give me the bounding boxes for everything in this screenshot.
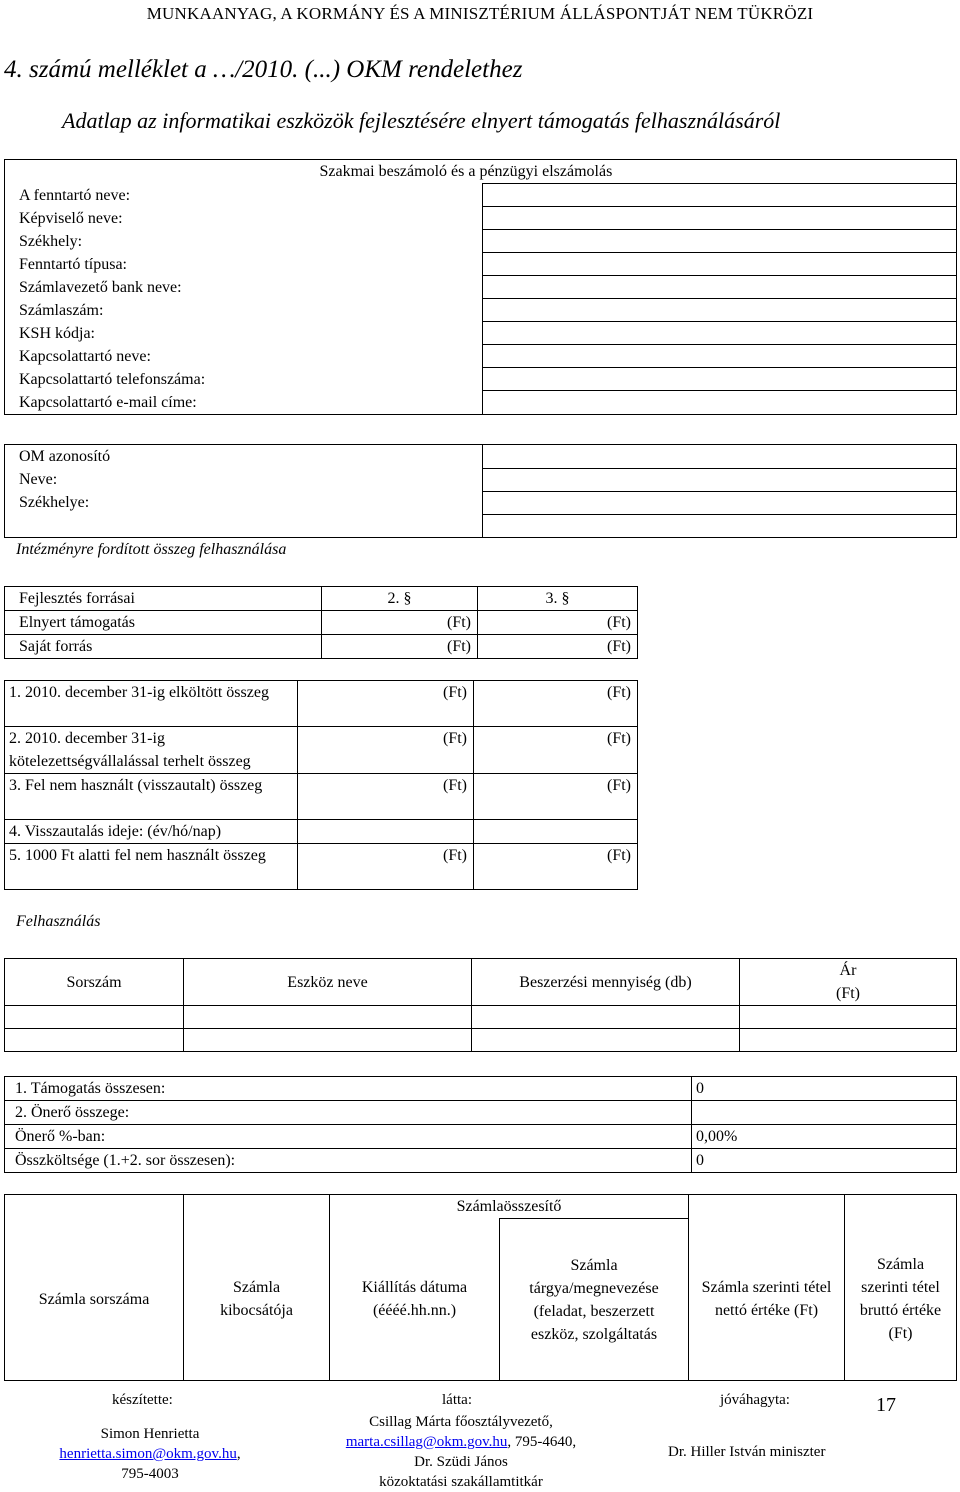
usage-cell[interactable] <box>740 1006 957 1029</box>
spending-row-label: 5. 1000 Ft alatti fel nem használt összeg <box>5 844 298 890</box>
sources-row-label: Saját forrás <box>5 635 322 659</box>
page-number: 17 <box>876 1394 896 1416</box>
usage-header: Beszerzési mennyiség (db) <box>472 959 740 1006</box>
kepviselo-neve-field[interactable] <box>483 207 957 230</box>
spending-table <box>4 680 638 890</box>
sources-cell[interactable]: (Ft) <box>478 635 638 659</box>
spending-cell[interactable]: (Ft) <box>474 727 638 774</box>
totals-value[interactable]: 0,00% <box>692 1125 957 1149</box>
invoice-header: Számla szerinti tétel bruttó értéke (Ft) <box>845 1219 957 1381</box>
sources-header: 3. § <box>478 587 638 611</box>
field-label: KSH kódja: <box>5 322 483 345</box>
usage-cell[interactable] <box>184 1029 472 1052</box>
usage-cell[interactable] <box>472 1006 740 1029</box>
totals-label: Önerő %-ban: <box>5 1125 692 1149</box>
totals-label: Összköltsége (1.+2. sor összesen): <box>5 1149 692 1173</box>
approved-name: Dr. Hiller István miniszter <box>668 1444 826 1460</box>
sources-header: 2. § <box>322 587 478 611</box>
prepared-email-link[interactable]: henrietta.simon@okm.gov.hu <box>59 1446 237 1462</box>
totals-table <box>4 1076 957 1173</box>
invoice-group-title: Számlaösszesítő <box>330 1195 689 1219</box>
intezmeny-szekhely-field[interactable] <box>483 491 957 514</box>
usage-header: Ár (Ft) <box>740 959 957 1006</box>
field-label: Kapcsolattartó e-mail címe: <box>5 391 483 415</box>
sources-table <box>4 586 638 659</box>
seen-email-link[interactable]: marta.csillag@okm.gov.hu <box>345 1434 508 1450</box>
field-label: Képviselő neve: <box>5 207 483 230</box>
fenntarto-neve-field[interactable] <box>483 184 957 207</box>
totals-value[interactable]: 0 <box>692 1077 957 1101</box>
szekhely-field[interactable] <box>483 230 957 253</box>
invoice-header: Számla tárgya/megnevezése (feladat, beszerzett eszköz, szolgáltatás <box>500 1219 689 1381</box>
institution-table <box>4 444 957 538</box>
usage-cell[interactable] <box>184 1006 472 1029</box>
spending-cell[interactable]: (Ft) <box>298 844 474 890</box>
szamlaszam-field[interactable] <box>483 299 957 322</box>
usage-table <box>4 958 957 1052</box>
intezmeny-neve-field[interactable] <box>483 468 957 491</box>
om-azonosito-field[interactable] <box>483 445 957 469</box>
spending-row-label: 1. 2010. december 31-ig elköltött összeg <box>5 681 298 727</box>
sources-cell[interactable]: (Ft) <box>322 611 478 635</box>
prepared-phone: 795-4003 <box>121 1466 179 1482</box>
spending-cell[interactable]: (Ft) <box>298 681 474 727</box>
totals-label: 2. Önerő összege: <box>5 1101 692 1125</box>
usage-header: Sorszám <box>5 959 184 1006</box>
spending-cell[interactable] <box>298 820 474 844</box>
annex-title: 4. számú melléklet a …/2010. (...) OKM rendelethez <box>4 56 523 83</box>
prepared-name: Simon Henrietta <box>100 1426 200 1442</box>
sources-row-label: Elnyert támogatás <box>5 611 322 635</box>
field-label: Kapcsolattartó telefonszáma: <box>5 368 483 391</box>
kapcsolattarto-telefon-field[interactable] <box>483 368 957 391</box>
invoice-summary-table <box>4 1194 957 1381</box>
sources-header: Fejlesztés forrásai <box>5 587 322 611</box>
field-label: Kapcsolattartó neve: <box>5 345 483 368</box>
usage-cell[interactable] <box>5 1029 184 1052</box>
field-label: A fenntartó neve: <box>5 184 483 207</box>
bank-neve-field[interactable] <box>483 276 957 299</box>
sources-cell[interactable]: (Ft) <box>478 611 638 635</box>
seen-phone: , 795-4640, <box>507 1434 577 1450</box>
fenntarto-tipusa-field[interactable] <box>483 253 957 276</box>
field-label: Számlavezető bank neve: <box>5 276 483 299</box>
seen-name: Csillag Márta főosztályvezető, <box>369 1414 553 1430</box>
spending-cell[interactable] <box>474 820 638 844</box>
field-label: Számlaszám: <box>5 299 483 322</box>
totals-value[interactable]: 0 <box>692 1149 957 1173</box>
seen-title-2: közoktatási szakállamtitkár <box>379 1474 543 1490</box>
sources-cell[interactable]: (Ft) <box>322 635 478 659</box>
section-title: Intézményre fordított összeg felhasználása <box>16 541 287 558</box>
spending-cell[interactable]: (Ft) <box>474 774 638 820</box>
draft-banner: MUNKAANYAG, A KORMÁNY ÉS A MINISZTÉRIUM ÁLLÁSPONTJÁT NEM TÜKRÖZI <box>146 4 814 23</box>
usage-cell[interactable] <box>5 1006 184 1029</box>
spending-row-label: 3. Fel nem használt (visszautalt) összeg <box>5 774 298 820</box>
usage-cell[interactable] <box>472 1029 740 1052</box>
form-subtitle: Adatlap az informatikai eszközök fejlesztésére elnyert támogatás felhasználásáról <box>62 108 781 133</box>
field-label: Neve: <box>5 468 483 491</box>
invoice-header: Kiállítás dátuma (éééé.hh.nn.) <box>330 1219 500 1381</box>
invoice-header: Számla sorszáma <box>5 1219 184 1381</box>
seen-name-2: Dr. Szüdi János <box>414 1454 508 1470</box>
spending-row-label: 2. 2010. december 31-ig kötelezettségvállalással terhelt összeg <box>5 727 298 774</box>
field-label: OM azonosító <box>5 445 483 469</box>
kapcsolattarto-neve-field[interactable] <box>483 345 957 368</box>
seen-block <box>316 1412 606 1492</box>
seen-label: látta: <box>442 1392 472 1408</box>
spending-cell[interactable]: (Ft) <box>298 774 474 820</box>
totals-label: 1. Támogatás összesen: <box>5 1077 692 1101</box>
totals-value[interactable] <box>692 1101 957 1125</box>
blank-field[interactable] <box>483 514 957 537</box>
ksh-kod-field[interactable] <box>483 322 957 345</box>
usage-header: Eszköz neve <box>184 959 472 1006</box>
field-label: Székhely: <box>5 230 483 253</box>
spending-row-label: 4. Visszautalás ideje: (év/hó/nap) <box>5 820 298 844</box>
spending-cell[interactable]: (Ft) <box>298 727 474 774</box>
prepared-label: készítette: <box>112 1392 173 1408</box>
maintainer-table <box>4 159 957 415</box>
field-label: Fenntartó típusa: <box>5 253 483 276</box>
invoice-header: Számla kibocsátója <box>184 1219 330 1381</box>
usage-title: Felhasználás <box>16 913 101 930</box>
invoice-header: Számla szerinti tétel nettó értéke (Ft) <box>689 1219 845 1381</box>
approved-label: jóváhagyta: <box>720 1392 790 1408</box>
kapcsolattarto-email-field[interactable] <box>483 391 957 415</box>
spending-cell[interactable]: (Ft) <box>474 681 638 727</box>
prepared-block: Simon Henrietta henrietta.simon@okm.gov.hu, 795-4003 <box>40 1424 260 1484</box>
field-label: Székhelye: <box>5 491 483 514</box>
usage-cell[interactable] <box>740 1029 957 1052</box>
report-heading: Szakmai beszámoló és a pénzügyi elszámolás <box>483 160 957 184</box>
spending-cell[interactable]: (Ft) <box>474 844 638 890</box>
